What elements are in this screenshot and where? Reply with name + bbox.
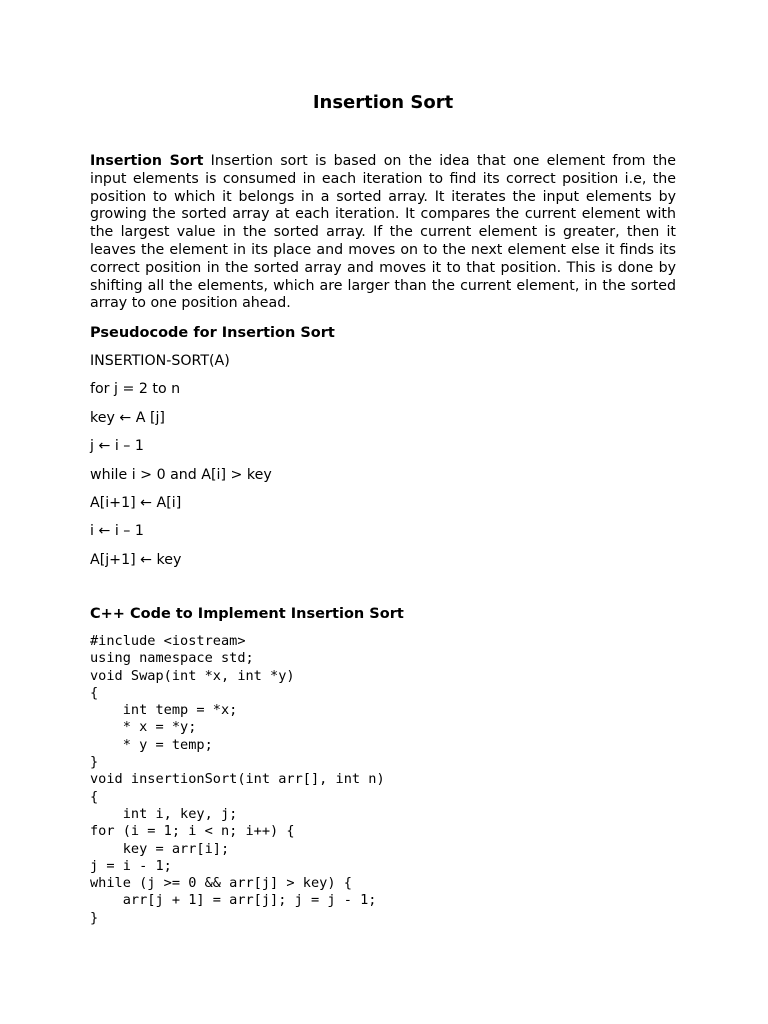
code-line: { — [90, 788, 99, 805]
code-line: j = i - 1; — [90, 857, 172, 874]
code-line: arr[j + 1] = arr[j]; j = j - 1; — [90, 892, 377, 909]
pseudocode-list — [90, 352, 272, 579]
pseudocode-heading: Pseudocode for Insertion Sort — [90, 325, 335, 341]
code-block — [90, 633, 385, 927]
code-line: int i, key, j; — [90, 805, 238, 822]
pseudocode-line: INSERTION-SORT(A) — [90, 353, 230, 369]
code-line: { — [90, 684, 99, 701]
pseudocode-line: i ← i – 1 — [90, 523, 144, 540]
code-line: while (j >= 0 && arr[j] > key) { — [90, 875, 352, 892]
code-line: } — [90, 909, 99, 926]
pseudocode-line: A[j+1] ← key — [90, 551, 182, 568]
code-heading: C++ Code to Implement Insertion Sort — [90, 606, 404, 622]
code-line: using namespace std; — [90, 650, 254, 667]
pseudocode-line: A[i+1] ← A[i] — [90, 494, 182, 511]
pseudocode-line: key ← A [j] — [90, 409, 165, 426]
pseudocode-line: for j = 2 to n — [90, 381, 181, 398]
code-line: #include <iostream> — [90, 633, 246, 649]
code-line: * x = *y; — [90, 719, 197, 736]
code-line: void insertionSort(int arr[], int n) — [90, 771, 385, 788]
intro-text: Insertion sort is based on the idea that one element from the input elements is consumed in each iteration to find its correct position i.e, the position to which it belongs in a sorted array. It iterates the input elements by growing the sorted array at each iteration. It compares the current element with the largest value in the sorted array. If the current element is greater, then it leaves the element in its place and moves on to the next element else it finds its correct position in the sorted array and moves it to that position. This is done by shifting all the elements, which are larger than the current element, in the sorted array to one position ahead. — [90, 153, 676, 312]
pseudocode-line: j ← i – 1 — [90, 438, 144, 455]
code-line: for (i = 1; i < n; i++) { — [90, 823, 295, 840]
code-line: void Swap(int *x, int *y) — [90, 667, 295, 684]
intro-lead: Insertion Sort — [90, 153, 204, 169]
code-line: key = arr[i]; — [90, 840, 230, 857]
document-title: Insertion Sort — [312, 92, 454, 113]
intro-paragraph — [90, 153, 676, 313]
code-line: } — [90, 754, 99, 771]
code-line: int temp = *x; — [90, 702, 238, 719]
pseudocode-line: while i > 0 and A[i] > key — [90, 466, 272, 483]
code-line: * y = temp; — [90, 736, 213, 753]
